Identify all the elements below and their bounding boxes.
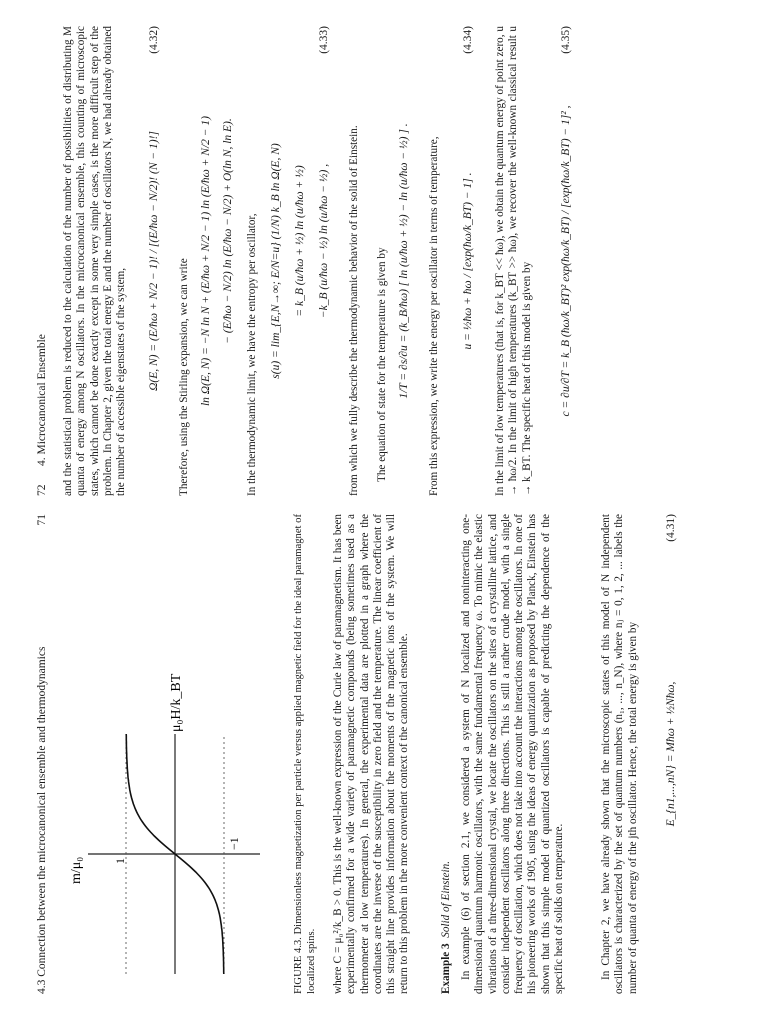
page-72 bbox=[0, 26, 768, 496]
energy-per-oscillator-sentence: From this expression, we write the energy per oscillator in terms of temperature, bbox=[428, 136, 440, 496]
thermo-limit-sentence: In the thermodynamic limit, we have the entropy per oscillator, bbox=[246, 213, 258, 496]
equation-4-31: E_{n1,...,nN} = Mħω + ½Nħω, (4.31) bbox=[665, 514, 677, 827]
quantum-numbers-paragraph: In Chapter 2, we have already shown that the microscopic states of this model of N independent oscillators is characterized by the set of quantum numbers (n₁, ..., n_N), where nⱼ = 0, 1, 2, ... labels the number of quanta of energy of the jth oscillator. Hence, the total energy is given by bbox=[600, 514, 639, 994]
equation-temperature: 1/T = ∂s/∂u = (k_B/ħω) [ ln (u/ħω + ½) − ln (u/ħω − ½) ] . bbox=[398, 123, 410, 399]
page-71 bbox=[0, 514, 768, 994]
magnetization-figure bbox=[60, 514, 280, 994]
y-axis-label: m/μ₀ bbox=[69, 856, 84, 884]
equation-4-33-line3: −k_B (u/ħω − ½) ln (u/ħω − ½) , (4.33) bbox=[318, 26, 330, 319]
equation-4-35: c = ∂u/∂T = k_B (ħω/k_BT)² exp(ħω/k_BT) / [exp(ħω/k_BT) − 1]² , (4.35) bbox=[560, 26, 572, 417]
example-heading: Example 3 Solid of Einstein. bbox=[440, 860, 452, 994]
running-head-title: 4. Microcanonical Ensemble bbox=[36, 334, 48, 466]
equation-4-33-line2: = k_B (u/ħω + ½) ln (u/ħω + ½) bbox=[294, 165, 306, 317]
einstein-behavior-sentence: from which we fully describe the thermodynamic behavior of the solid of Einstein. bbox=[348, 125, 360, 496]
running-head-title: 4.3 Connection between the microcanonical ensemble and thermodynamics bbox=[36, 646, 48, 994]
figure-caption: FIGURE 4.3. Dimensionless magnetization per particle versus applied magnetic field for the ideal paramagnet of localized spins. bbox=[293, 514, 317, 994]
equation-of-state-sentence: The equation of state for the temperature is given by bbox=[376, 247, 388, 482]
curie-paragraph: where C = μ₀²/k_B > 0. This is the well-known expression of the Curie law of paramagnetism. It has been experimentally confirmed for a wide variety of paramagnetic compounds (being sometimes used as a thermometer at low temperatures). In general, the experimental data are plotted in a graph where the coordinates are the inverse of the susceptibility in zero field and the temperature. The linear coefficient of this straight line provides information about the moments of the magnetic ions of the system. We will return to this problem in the more convenient context of the canonical ensemble. bbox=[332, 514, 411, 994]
x-axis-label: μ₀H/k_BT bbox=[169, 673, 184, 732]
equation-ln-omega-line2: − (E/ħω − N/2) ln (E/ħω − N/2) + O(ln N, ln E). bbox=[222, 118, 234, 344]
equation-4-32: Ω(E, N) = (E/ħω + N/2 − 1)! / [(E/ħω − N/2)! (N − 1)!] (4.32) bbox=[148, 26, 160, 391]
equation-4-33-line1: s(u) = lim_{E,N→∞; E/N=u} (1/N) k_B ln Ω(E, N) bbox=[270, 143, 282, 379]
tick-lower: −1 bbox=[227, 837, 241, 850]
equation-ln-omega-line1: ln Ω(E, N) = −N ln N + (E/ħω + N/2 − 1) ln (E/ħω + N/2 − 1) bbox=[200, 115, 212, 407]
limits-paragraph: In the limit of low temperatures (that is, for k_BT << ħω), we obtain the quantum energy of point zero, u → ħω/2. In the limit of high temperatures (k_BT >> ħω), we recover the well-known classical result u → k_BT. The specific heat of this model is given by bbox=[494, 26, 533, 496]
tick-upper: 1 bbox=[113, 858, 127, 864]
counting-paragraph: and the statistical problem is reduced to the calculation of the number of possibilities of distributing M quanta of energy among N oscillators. In the microcanonical ensemble, this counting of microscopic states, which cannot be done exactly except in some very simple cases, is the more difficult step of the problem. In Chapter 2, given the total energy E and the number of oscillators N, we had already obtained the number of accessible eigenstates of the system, bbox=[62, 26, 128, 496]
page-number: 71 bbox=[36, 514, 48, 526]
einstein-paragraph: In example (6) of section 2.1, we considered a system of N localized and noninteracting one-dimensional quantum harmonic oscillators, with the same fundamental frequency ω. To mimic the elastic vibrations of a three-dimensional crystal, we locate the oscillators on the sites of a crystalline lattice, and consider independent oscillators along three directions. This is still a rather crude model, with a single frequency of oscillation, which does not take into account the interactions among the oscillators. In one of his pioneering works of 1905, using the ideas of energy quantization as proposed by Planck, Einstein has shown that this simple model of quantized oscillators is capable of predicting the dependence of the specific heat of solids on temperature. bbox=[460, 514, 566, 994]
equation-4-34: u = ½ħω + ħω / [exp(ħω/k_BT) − 1] . (4.34) bbox=[462, 26, 474, 350]
page-number: 72 bbox=[36, 484, 48, 496]
stirling-sentence: Therefore, using the Stirling expansion, we can write bbox=[178, 258, 190, 496]
